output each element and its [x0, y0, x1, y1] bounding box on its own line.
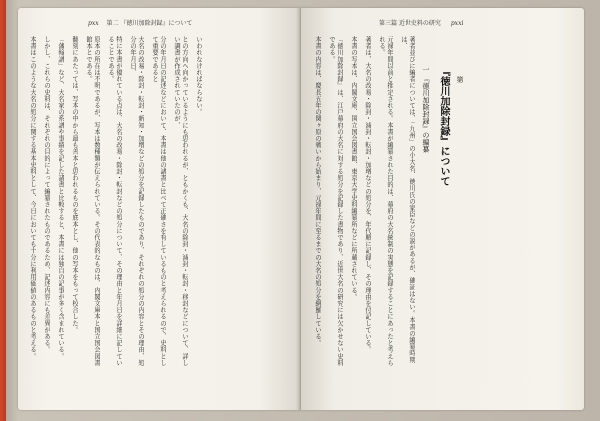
text-column: 本書の内容は、慶長五年の関ヶ原の戦いから始まり、元禄年間に至るまでの大名の処分を網羅している。 [314, 36, 321, 347]
text-column: 大名の改易・除封・転封・新知・加増などの処分を記録したものであり、それぞれの処分の内容とその理由、処分の年月日、 [129, 36, 144, 366]
section-title: 『徳川加除封録』について [438, 66, 449, 186]
left-running-title: 第二 『徳川加除封録』について [106, 20, 193, 27]
left-page [18, 8, 301, 410]
text-column: 本書の写本は、内閣文庫、国立国会図書館、東京大学史料編纂所などに所蔵されている。 [350, 36, 357, 300]
left-page-number: pxx [88, 20, 99, 27]
text-column: 本書はこのような大名の処分に関する基本史料として、今日においても十分に利用価値のあるものと考える。 [29, 36, 36, 360]
section-number: 第 [456, 76, 464, 83]
text-column: 分の年月日の記述などにおいて、本書は他の諸書と比べて正確さを有しているものと考えられるので、史料として重要であると [151, 36, 166, 366]
right-page-number: pxxi [450, 20, 464, 27]
text-column: 原本の所在は不明であるが、写本は数種類が伝えられている。その代表的なものは、内閣文庫本と国立国会図書館本とである。 [85, 36, 100, 366]
text-column: 『徳川加除封録』は、江戸幕府の大名に対する処分を記録した書物であり、近世大名の研究には欠かせない史料である。 [328, 36, 343, 366]
text-column: 著者並びに編者については、「九州」の小大名、徳川氏の家臣などの説があるが、確証はない。本書の編纂時期は、 [400, 36, 415, 363]
text-column: 元禄年間以前と推定される。本書が編纂された目的は、幕府の大名統制の実態を記録することにあったと考えられる。 [378, 36, 393, 366]
text-column: との方向へ向かっているようにも思われるが、ともかくも、大名の除封・減封・転封・移封などについて、詳しい調書が作成されていたのが、 [173, 36, 188, 366]
text-column: 特に本書が優れている点は、大名の改易・除封・転封などの処分について、その理由と年月日を詳細に記していることである。 [107, 36, 122, 366]
left-page-header [88, 18, 192, 27]
right-page-header [379, 18, 463, 27]
book-cover-edge [0, 0, 6, 421]
text-column: 翻刻にあたっては、写本の中から最も善本と思われるものを底本とし、他の写本をもって校合した。 [71, 36, 78, 333]
left-page-text [28, 36, 202, 366]
subsection-heading: 一 『徳川加除封録』の編纂 [422, 66, 430, 153]
right-page-text [313, 36, 465, 366]
right-page [301, 8, 584, 410]
text-column: いわれなければならない。 [195, 36, 202, 116]
text-column: 「藩翰譜」など、大名家の系譜や事績を記した諸書と比較すると、本書には独自の記事が多く含まれている。 [57, 36, 64, 360]
text-column: 著者は、大名の改易・除封・減封・転封・加増などの処分を、年代順に記録し、その理由を付記している。 [364, 36, 371, 353]
text-column: しかし、これらの史料は、それぞれの目的によって編纂されたものであるため、記述内容にも差異がある。 [43, 36, 50, 353]
right-running-title: 第三篇 近世史料の研究 [379, 20, 441, 27]
